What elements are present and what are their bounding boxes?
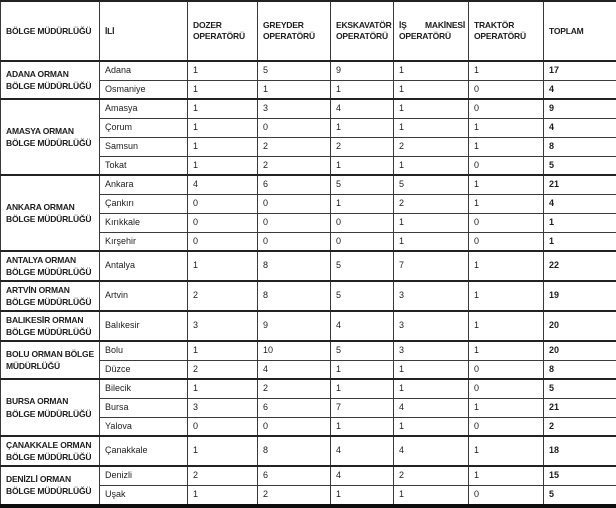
total-cell: 2 [544,417,616,436]
value-cell-greyder_operatoru: 6 [258,398,331,417]
value-cell-ekskavator_operatoru: 4 [331,466,394,485]
value-cell-greyder_operatoru: 0 [258,194,331,213]
table-row [1,281,616,311]
value-cell-ekskavator_operatoru: 1 [331,360,394,379]
value-cell-greyder_operatoru: 8 [258,251,331,281]
value-cell-is_makinesi_operatoru: 4 [394,398,469,417]
region-cell: ADANA ORMAN BÖLGE MÜDÜRLÜĞÜ [1,61,100,99]
value-cell-ekskavator_operatoru: 1 [331,194,394,213]
value-cell-dozer_operatoru: 1 [188,485,258,504]
value-cell-greyder_operatoru: 5 [258,61,331,80]
value-cell-traktor_operatoru: 1 [469,118,544,137]
total-cell: 22 [544,251,616,281]
value-cell-ekskavator_operatoru: 0 [331,213,394,232]
value-cell-dozer_operatoru: 0 [188,232,258,251]
value-cell-is_makinesi_operatoru: 1 [394,232,469,251]
value-cell-traktor_operatoru: 0 [469,213,544,232]
value-cell-is_makinesi_operatoru: 1 [394,213,469,232]
province-cell: Osmaniye [100,80,188,99]
total-cell: 18 [544,436,616,466]
value-cell-ekskavator_operatoru: 5 [331,341,394,360]
value-cell-ekskavator_operatoru: 1 [331,485,394,504]
table-row [1,466,616,485]
total-cell: 5 [544,485,616,504]
region-cell: AMASYA ORMAN BÖLGE MÜDÜRLÜĞÜ [1,99,100,175]
total-cell: 19 [544,281,616,311]
value-cell-greyder_operatoru: 2 [258,379,331,398]
value-cell-is_makinesi_operatoru: 3 [394,311,469,341]
region-cell: ANTALYA ORMAN BÖLGE MÜDÜRLÜĞÜ [1,251,100,281]
total-cell: 8 [544,360,616,379]
value-cell-traktor_operatoru: 0 [469,417,544,436]
value-cell-dozer_operatoru: 0 [188,213,258,232]
value-cell-is_makinesi_operatoru: 3 [394,341,469,360]
value-cell-ekskavator_operatoru: 5 [331,175,394,194]
table-row [1,61,616,80]
region-cell: DENİZLİ ORMAN BÖLGE MÜDÜRLÜĞÜ [1,466,100,504]
province-cell: Çorum [100,118,188,137]
value-cell-is_makinesi_operatoru: 1 [394,417,469,436]
province-cell: Ankara [100,175,188,194]
table-row [1,341,616,360]
value-cell-dozer_operatoru: 1 [188,118,258,137]
value-cell-traktor_operatoru: 0 [469,232,544,251]
value-cell-is_makinesi_operatoru: 2 [394,137,469,156]
value-cell-ekskavator_operatoru: 0 [331,232,394,251]
value-cell-ekskavator_operatoru: 1 [331,156,394,175]
value-cell-is_makinesi_operatoru: 2 [394,466,469,485]
total-cell: 4 [544,80,616,99]
value-cell-traktor_operatoru: 1 [469,175,544,194]
province-cell: Uşak [100,485,188,504]
province-cell: Amasya [100,99,188,118]
province-cell: Bolu [100,341,188,360]
province-cell: Adana [100,61,188,80]
value-cell-traktor_operatoru: 0 [469,80,544,99]
value-cell-greyder_operatoru: 2 [258,156,331,175]
value-cell-dozer_operatoru: 0 [188,417,258,436]
total-cell: 1 [544,213,616,232]
value-cell-ekskavator_operatoru: 1 [331,118,394,137]
value-cell-traktor_operatoru: 0 [469,99,544,118]
province-cell: Artvin [100,281,188,311]
total-cell: 20 [544,341,616,360]
value-cell-ekskavator_operatoru: 1 [331,80,394,99]
value-cell-is_makinesi_operatoru: 1 [394,61,469,80]
value-cell-is_makinesi_operatoru: 1 [394,156,469,175]
value-cell-is_makinesi_operatoru: 7 [394,251,469,281]
value-cell-dozer_operatoru: 1 [188,80,258,99]
value-cell-traktor_operatoru: 1 [469,137,544,156]
province-cell: Bursa [100,398,188,417]
total-cell: 17 [544,61,616,80]
province-cell: Antalya [100,251,188,281]
value-cell-traktor_operatoru: 1 [469,61,544,80]
total-cell: 4 [544,194,616,213]
total-cell: 21 [544,175,616,194]
value-cell-is_makinesi_operatoru: 5 [394,175,469,194]
value-cell-greyder_operatoru: 6 [258,466,331,485]
value-cell-greyder_operatoru: 2 [258,137,331,156]
region-cell: BALIKESİR ORMAN BÖLGE MÜDÜRLÜĞÜ [1,311,100,341]
value-cell-dozer_operatoru: 3 [188,311,258,341]
value-cell-ekskavator_operatoru: 5 [331,251,394,281]
value-cell-traktor_operatoru: 0 [469,379,544,398]
column-header-ekskavator-operatoru: EKSKAVATÖR OPERATÖRÜ [331,1,394,61]
column-header-toplam: TOPLAM [544,1,616,61]
table-row [1,175,616,194]
value-cell-is_makinesi_operatoru: 1 [394,485,469,504]
value-cell-greyder_operatoru: 0 [258,232,331,251]
value-cell-traktor_operatoru: 1 [469,436,544,466]
value-cell-ekskavator_operatoru: 1 [331,379,394,398]
column-header-traktor-operatoru: TRAKTÖR OPERATÖRÜ [469,1,544,61]
province-cell: Yalova [100,417,188,436]
value-cell-dozer_operatoru: 1 [188,61,258,80]
value-cell-dozer_operatoru: 1 [188,99,258,118]
total-cell: 15 [544,466,616,485]
value-cell-ekskavator_operatoru: 7 [331,398,394,417]
value-cell-greyder_operatoru: 8 [258,281,331,311]
region-cell: ARTVİN ORMAN BÖLGE MÜDÜRLÜĞÜ [1,281,100,311]
total-cell: 8 [544,137,616,156]
value-cell-is_makinesi_operatoru: 4 [394,436,469,466]
value-cell-greyder_operatoru: 10 [258,341,331,360]
value-cell-dozer_operatoru: 0 [188,194,258,213]
province-cell: Çankırı [100,194,188,213]
value-cell-greyder_operatoru: 8 [258,436,331,466]
total-cell: 20 [544,311,616,341]
value-cell-is_makinesi_operatoru: 2 [394,194,469,213]
value-cell-traktor_operatoru: 1 [469,398,544,417]
column-header-is-makinesi-operatoru: İŞ MAKİNESİ OPERATÖRÜ [394,1,469,61]
value-cell-traktor_operatoru: 1 [469,281,544,311]
value-cell-traktor_operatoru: 0 [469,360,544,379]
table-row [1,99,616,118]
value-cell-dozer_operatoru: 2 [188,360,258,379]
total-cell: 1 [544,232,616,251]
value-cell-dozer_operatoru: 3 [188,398,258,417]
table-row [1,379,616,398]
value-cell-greyder_operatoru: 0 [258,213,331,232]
province-cell: Düzce [100,360,188,379]
value-cell-ekskavator_operatoru: 9 [331,61,394,80]
value-cell-traktor_operatoru: 1 [469,341,544,360]
value-cell-ekskavator_operatoru: 4 [331,99,394,118]
total-cell: 9 [544,99,616,118]
value-cell-traktor_operatoru: 0 [469,485,544,504]
column-header-dozer-operatoru: DOZER OPERATÖRÜ [188,1,258,61]
value-cell-ekskavator_operatoru: 4 [331,436,394,466]
value-cell-dozer_operatoru: 1 [188,436,258,466]
value-cell-traktor_operatoru: 0 [469,156,544,175]
column-header-ili: İLİ [100,1,188,61]
column-header-bolge-mudurlugu: BÖLGE MÜDÜRLÜĞÜ [1,1,100,61]
value-cell-ekskavator_operatoru: 1 [331,417,394,436]
province-cell: Denizli [100,466,188,485]
region-cell: BURSA ORMAN BÖLGE MÜDÜRLÜĞÜ [1,379,100,436]
region-cell: BOLU ORMAN BÖLGE MÜDÜRLÜĞÜ [1,341,100,379]
value-cell-dozer_operatoru: 1 [188,379,258,398]
value-cell-is_makinesi_operatoru: 3 [394,281,469,311]
value-cell-is_makinesi_operatoru: 1 [394,379,469,398]
total-cell: 5 [544,156,616,175]
value-cell-dozer_operatoru: 2 [188,281,258,311]
value-cell-traktor_operatoru: 1 [469,251,544,281]
value-cell-dozer_operatoru: 1 [188,156,258,175]
value-cell-traktor_operatoru: 1 [469,311,544,341]
province-cell: Çanakkale [100,436,188,466]
value-cell-greyder_operatoru: 0 [258,118,331,137]
value-cell-dozer_operatoru: 1 [188,341,258,360]
province-cell: Samsun [100,137,188,156]
header-row [1,1,616,61]
total-cell: 21 [544,398,616,417]
value-cell-greyder_operatoru: 6 [258,175,331,194]
value-cell-ekskavator_operatoru: 4 [331,311,394,341]
region-cell: ÇANAKKALE ORMAN BÖLGE MÜDÜRLÜĞÜ [1,436,100,466]
value-cell-dozer_operatoru: 2 [188,466,258,485]
column-header-greyder-operatoru: GREYDER OPERATÖRÜ [258,1,331,61]
table-row [1,251,616,281]
value-cell-is_makinesi_operatoru: 1 [394,80,469,99]
value-cell-is_makinesi_operatoru: 1 [394,360,469,379]
table-body [1,61,616,504]
value-cell-greyder_operatoru: 2 [258,485,331,504]
province-cell: Bilecik [100,379,188,398]
table-row [1,436,616,466]
value-cell-traktor_operatoru: 1 [469,194,544,213]
value-cell-greyder_operatoru: 1 [258,80,331,99]
table-row [1,311,616,341]
value-cell-dozer_operatoru: 1 [188,251,258,281]
province-cell: Tokat [100,156,188,175]
total-cell: 4 [544,118,616,137]
value-cell-ekskavator_operatoru: 5 [331,281,394,311]
value-cell-greyder_operatoru: 4 [258,360,331,379]
region-cell: ANKARA ORMAN BÖLGE MÜDÜRLÜĞÜ [1,175,100,251]
value-cell-is_makinesi_operatoru: 1 [394,118,469,137]
value-cell-greyder_operatoru: 9 [258,311,331,341]
value-cell-dozer_operatoru: 4 [188,175,258,194]
value-cell-is_makinesi_operatoru: 1 [394,99,469,118]
value-cell-greyder_operatoru: 3 [258,99,331,118]
value-cell-greyder_operatoru: 0 [258,417,331,436]
province-cell: Kırıkkale [100,213,188,232]
value-cell-ekskavator_operatoru: 2 [331,137,394,156]
province-cell: Kırşehir [100,232,188,251]
value-cell-dozer_operatoru: 1 [188,137,258,156]
total-cell: 5 [544,379,616,398]
value-cell-traktor_operatoru: 1 [469,466,544,485]
province-cell: Balıkesir [100,311,188,341]
